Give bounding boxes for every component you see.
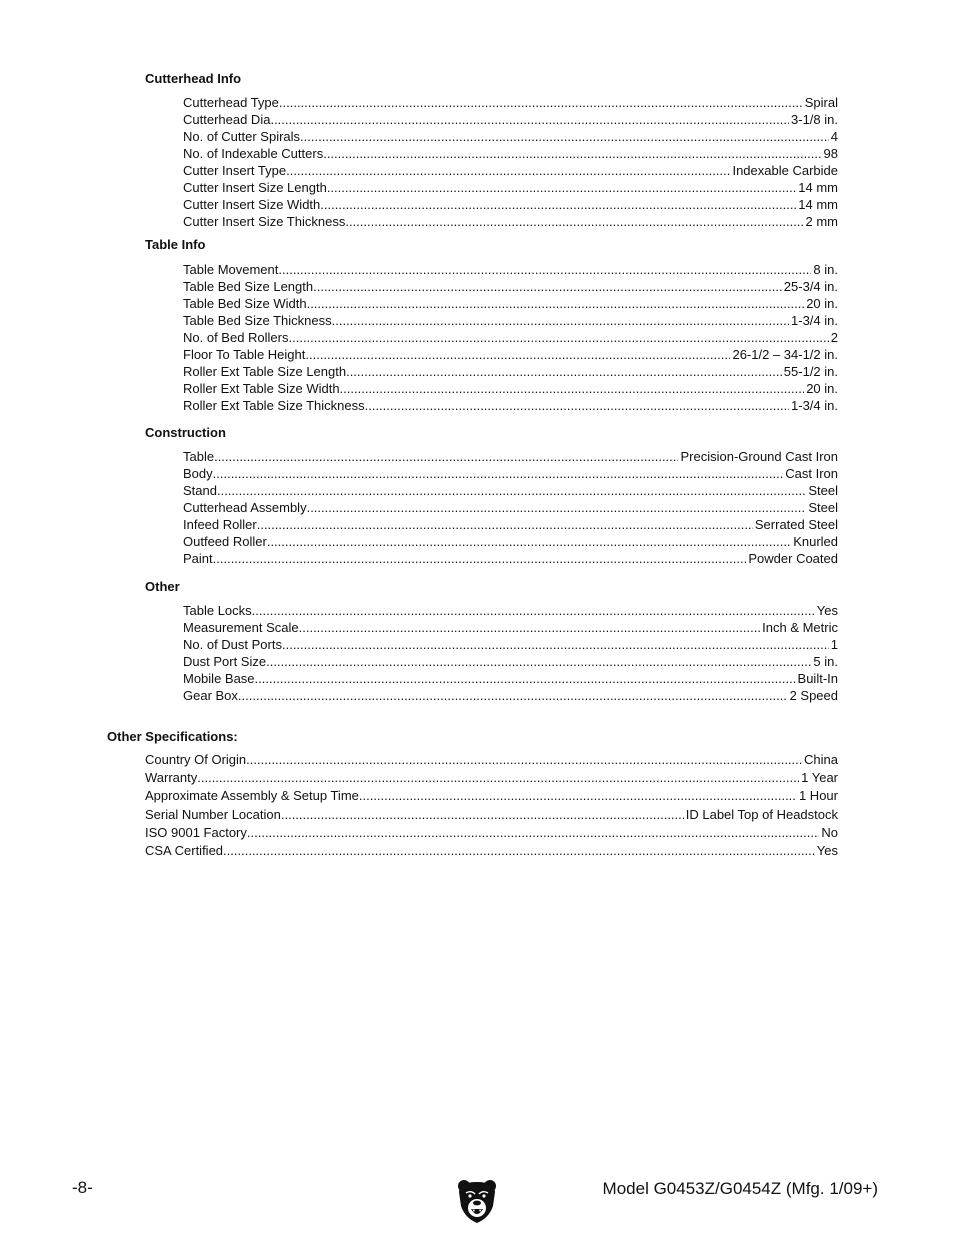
spec-value: Precision-Ground Cast Iron	[680, 449, 838, 464]
dot-leader	[313, 278, 782, 295]
spec-row	[183, 278, 838, 295]
spec-label: ISO 9001 Factory	[145, 824, 247, 840]
section-heading-construction: Construction	[145, 425, 226, 440]
dot-leader	[247, 824, 819, 842]
dot-leader	[197, 769, 799, 787]
dot-leader	[255, 670, 796, 687]
dot-leader	[327, 179, 796, 196]
dot-leader	[305, 346, 730, 363]
spec-row	[183, 533, 838, 550]
dot-leader	[214, 448, 678, 465]
spec-value: China	[804, 752, 838, 767]
spec-row	[183, 295, 838, 312]
spec-value: 2	[830, 330, 838, 345]
section-heading-other-specifications: Other Specifications:	[107, 729, 238, 744]
spec-row	[183, 329, 838, 346]
dot-leader	[299, 619, 761, 636]
spec-row	[183, 516, 838, 533]
spec-row	[183, 346, 838, 363]
section-heading-table-info: Table Info	[145, 237, 206, 252]
spec-row	[183, 465, 838, 482]
spec-label: Table Bed Size Thickness	[183, 313, 332, 328]
spec-value: 98	[823, 146, 838, 161]
spec-label: CSA Certified	[145, 842, 224, 858]
dot-leader	[246, 751, 802, 769]
spec-label: Outfeed Roller	[183, 534, 267, 549]
spec-label: Gear Box	[183, 688, 238, 703]
spec-value: Inch & Metric	[762, 620, 838, 635]
spec-row	[183, 145, 838, 162]
dot-leader	[307, 295, 805, 312]
dot-leader	[289, 329, 829, 346]
dot-leader	[359, 787, 797, 805]
dot-leader	[332, 312, 789, 329]
spec-label: Serial Number Location	[145, 806, 281, 822]
dot-leader	[257, 516, 753, 533]
section-heading-other: Other	[145, 579, 180, 594]
spec-row	[183, 670, 838, 687]
spec-value: 5 in.	[813, 654, 838, 669]
spec-label: Roller Ext Table Size Length	[183, 364, 347, 379]
spec-label: No. of Dust Ports	[183, 637, 282, 652]
dot-leader	[223, 842, 815, 860]
spec-row	[145, 787, 838, 805]
spec-label: Table	[183, 449, 215, 464]
spec-list-other	[183, 602, 838, 704]
dot-leader	[238, 687, 788, 704]
dot-leader	[365, 397, 789, 414]
spec-row	[145, 842, 838, 860]
spec-value: 14 mm	[798, 197, 838, 212]
spec-row	[183, 550, 838, 567]
spec-row	[183, 363, 838, 380]
dot-leader	[213, 465, 784, 482]
spec-label: Measurement Scale	[183, 620, 299, 635]
spec-label: No. of Cutter Spirals	[183, 129, 301, 144]
spec-row	[145, 751, 838, 769]
spec-label: Body	[183, 466, 213, 481]
spec-label: Country Of Origin	[145, 752, 247, 767]
spec-label: Infeed Roller	[183, 517, 257, 532]
dot-leader	[286, 162, 730, 179]
spec-value: 2 Speed	[789, 688, 838, 703]
spec-value: Yes	[816, 842, 838, 858]
spec-label: Cutterhead Assembly	[183, 500, 307, 515]
spec-value: 14 mm	[798, 180, 838, 195]
spec-row	[183, 602, 838, 619]
spec-list-construction	[183, 448, 838, 567]
dot-leader	[281, 806, 684, 824]
spec-value: Knurled	[793, 534, 838, 549]
spec-value: 1 Year	[801, 770, 838, 786]
spec-list-cutterhead-info	[183, 94, 838, 230]
spec-value: Steel	[808, 483, 838, 498]
dot-leader	[300, 128, 829, 145]
spec-value: 20 in.	[806, 296, 838, 311]
dot-leader	[213, 550, 747, 567]
spec-value: 2 mm	[805, 214, 838, 229]
spec-label: Cutterhead Type	[183, 95, 279, 110]
spec-value: 8 in.	[813, 262, 838, 277]
section-heading-cutterhead-info: Cutterhead Info	[145, 71, 242, 86]
spec-label: Warranty	[145, 770, 198, 786]
spec-row	[145, 824, 838, 842]
spec-label: Cutter Insert Size Length	[183, 180, 327, 195]
dot-leader	[252, 602, 815, 619]
spec-row	[183, 162, 838, 179]
spec-label: Roller Ext Table Size Thickness	[183, 398, 365, 413]
dot-leader	[279, 94, 803, 111]
spec-value: Built-In	[797, 671, 838, 686]
spec-label: Dust Port Size	[183, 654, 267, 669]
spec-value: No	[821, 824, 838, 840]
spec-row	[145, 769, 838, 787]
spec-value: 20 in.	[806, 381, 838, 396]
spec-value: 1-3/4 in.	[791, 398, 838, 413]
spec-row	[183, 397, 838, 414]
spec-row	[145, 806, 838, 824]
spec-value: 1 Hour	[798, 788, 838, 804]
spec-value: 4	[830, 129, 838, 144]
spec-label: Paint	[183, 551, 213, 566]
dot-leader	[267, 533, 791, 550]
spec-row	[183, 213, 838, 230]
spec-row	[183, 111, 838, 128]
spec-label: Cutter Insert Size Width	[183, 197, 321, 212]
spec-label: Table Bed Size Length	[183, 279, 314, 294]
spec-value: 26-1/2 – 34-1/2 in.	[732, 347, 838, 362]
spec-label: No. of Indexable Cutters	[183, 146, 324, 161]
spec-row	[183, 94, 838, 111]
spec-row	[183, 499, 838, 516]
spec-row	[183, 128, 838, 145]
spec-label: Stand	[183, 483, 217, 498]
spec-value: 1-3/4 in.	[791, 313, 838, 328]
spec-value: Yes	[816, 603, 838, 618]
spec-label: Cutter Insert Type	[183, 163, 287, 178]
spec-row	[183, 687, 838, 704]
spec-label: Table Locks	[183, 603, 252, 618]
spec-row	[183, 196, 838, 213]
dot-leader	[278, 261, 811, 278]
dot-leader	[320, 196, 796, 213]
dot-leader	[217, 482, 806, 499]
bear-head-logo-icon	[456, 1178, 498, 1224]
spec-value: Indexable Carbide	[732, 163, 838, 178]
spec-row	[183, 448, 838, 465]
spec-row	[183, 312, 838, 329]
dot-leader	[346, 363, 782, 380]
spec-list-other-specifications	[145, 751, 838, 860]
spec-label: Roller Ext Table Size Width	[183, 381, 340, 396]
dot-leader	[345, 213, 803, 230]
spec-label: Cutter Insert Size Thickness	[183, 214, 346, 229]
spec-value: 55-1/2 in.	[783, 364, 838, 379]
dot-leader	[307, 499, 807, 516]
spec-label: Floor To Table Height	[183, 347, 306, 362]
spec-label: No. of Bed Rollers	[183, 330, 289, 345]
spec-value: ID Label Top of Headstock	[685, 806, 838, 822]
spec-row	[183, 653, 838, 670]
spec-label: Table Bed Size Width	[183, 296, 307, 311]
model-footer: Model G0453Z/G0454Z (Mfg. 1/09+)	[602, 1179, 878, 1198]
spec-value: Serrated Steel	[754, 517, 838, 532]
spec-row	[183, 619, 838, 636]
spec-value: Spiral	[804, 95, 838, 110]
spec-value: Powder Coated	[748, 551, 838, 566]
spec-label: Approximate Assembly & Setup Time	[145, 788, 359, 804]
dot-leader	[270, 111, 789, 128]
page-number: -8-	[72, 1178, 93, 1197]
spec-row	[183, 636, 838, 653]
dot-leader	[266, 653, 811, 670]
spec-label: Table Movement	[183, 262, 279, 277]
spec-label: Mobile Base	[183, 671, 255, 686]
dot-leader	[340, 380, 805, 397]
spec-value: 3-1/8 in.	[791, 112, 838, 127]
spec-value: 1	[830, 637, 838, 652]
spec-row	[183, 179, 838, 196]
spec-value: 25-3/4 in.	[783, 279, 838, 294]
spec-row	[183, 380, 838, 397]
spec-value: Cast Iron	[785, 466, 838, 481]
spec-value: Steel	[808, 500, 838, 515]
dot-leader	[323, 145, 821, 162]
spec-label: Cutterhead Dia	[183, 112, 271, 127]
spec-row	[183, 482, 838, 499]
dot-leader	[282, 636, 829, 653]
spec-list-table-info	[183, 261, 838, 414]
spec-row	[183, 261, 838, 278]
